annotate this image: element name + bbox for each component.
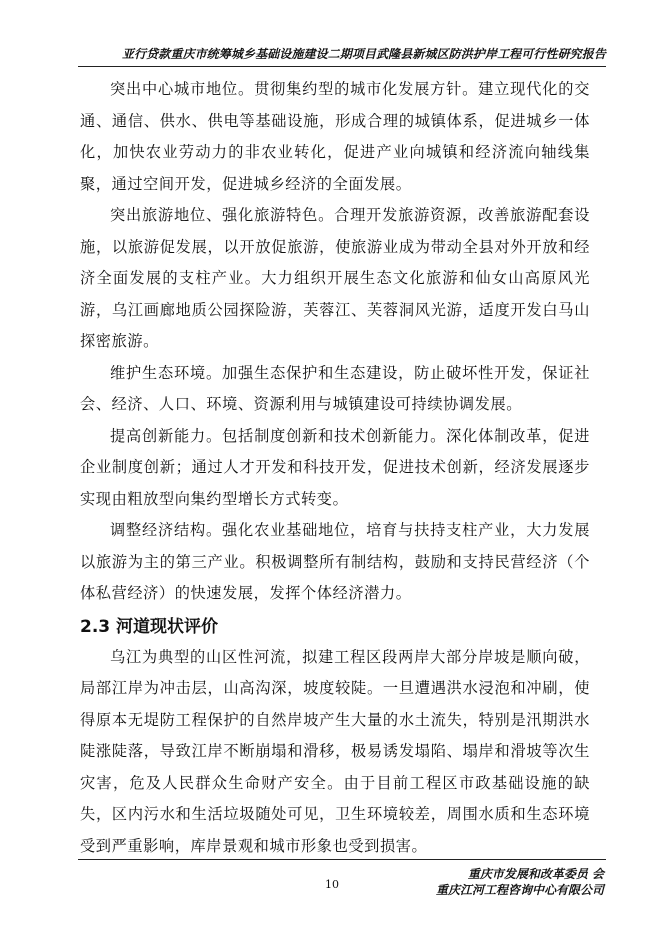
footer-divider	[78, 859, 606, 860]
footer-org-line-2: 重庆江河工程咨询中心有限公司	[435, 883, 604, 897]
paragraph-tourism: 突出旅游地位、强化旅游特色。合理开发旅游资源，改善旅游配套设施，以旅游促发展，以开放促旅游，使旅游业成为带动全县对外开放和经济全面发展的支柱产业。大力组织开展生态文化旅游和仙女山高原风光游，乌江画廊地质公园探险游，芙蓉江、芙蓉洞风光游，适度开发白马山探密旅游。	[80, 206, 590, 350]
report-title: 亚行贷款重庆市统筹城乡基础设施建设二期项目武隆县新城区防洪护岸工程可行性研究报告	[121, 47, 606, 61]
footer-organization	[436, 866, 604, 898]
paragraph-ecology: 维护生态环境。加强生态保护和生态建设，防止破坏性开发，保证社会、经济、人口、环境、资源利用与城镇建设可持续协调发展。	[80, 363, 590, 413]
document-body	[80, 74, 590, 862]
paragraph-urban-status: 突出中心城市地位。贯彻集约型的城市化发展方针。建立现代化的交通、通信、供水、供电等基础设施，形成合理的城镇体系，促进城乡一体化，加快农业劳动力的非农业转化，促进产业向城镇和经济流向轴线集聚，通过空间开发，促进城乡经济的全面发展。	[80, 80, 590, 193]
paragraph-economic-structure: 调整经济结构。强化农业基础地位，培育与扶持支柱产业，大力发展以旅游为主的第三产业。积极调整所有制结构，鼓励和支持民营经济（个体私营经济）的快速发展，发挥个体经济潜力。	[80, 521, 590, 602]
paragraph-river-status: 乌江为典型的山区性河流，拟建工程区段两岸大部分岸坡是顺向破，局部江岸为冲击层，山高沟深，坡度较陡。一旦遭遇洪水浸泡和冲刷，使得原本无堤防工程保护的自然岸坡产生大量的水土流失，特别是汛期洪水陡涨陡落，导致江岸不断崩塌和滑移，极易诱发塌陷、塌岸和滑坡等次生灾害，危及人民群众生命财产安全。由于目前工程区市政基础设施的缺失，区内污水和生活垃圾随处可见，卫生环境较差，周围水质和生态环境受到严重影响，库岸景观和城市形象也受到损害。	[80, 647, 590, 855]
section-heading: 2.3 河道现状评价	[80, 616, 219, 637]
page-header	[78, 40, 606, 67]
footer-org-line-1: 重庆市发展和改革委员 会	[467, 867, 604, 881]
paragraph-innovation: 提高创新能力。包括制度创新和技术创新能力。深化体制改革，促进企业制度创新；通过人才开发和科技开发，促进技术创新，经济发展逐步实现由粗放型向集约型增长方式转变。	[80, 426, 590, 508]
page-number: 10	[325, 878, 339, 891]
